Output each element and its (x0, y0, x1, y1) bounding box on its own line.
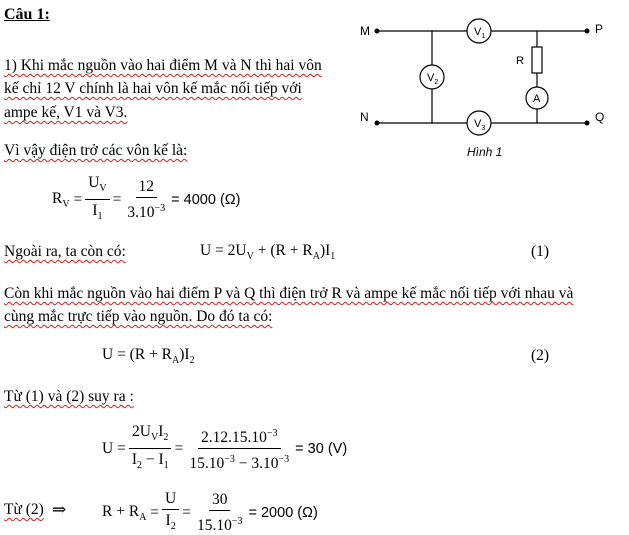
paragraph-1-line-3: ampe kế, V1 và V3. (4, 104, 128, 121)
implies-arrow: ⇒ (52, 500, 67, 519)
eq-u-fraction-2: $\frac{2.12.15.10^{-3}}{15.10^{-3} - 3.10^{-3}}$ (186, 425, 292, 472)
eq-u-result: = 30 (V) (295, 440, 348, 457)
eq-rv-lhs: $R_V$ (52, 189, 70, 210)
equation-rv: $R_V$ = $\frac{U_V}{I_1}$ = $\frac{12}{3.10^{-3}}$ = 4000 (Ω) (52, 174, 240, 225)
circuit-diagram (355, 15, 615, 170)
paragraph-1-line-1: 1) Khi mắc nguồn vào hai điểm M và N thì hai vôn (4, 57, 322, 74)
v1-label: $V_1$ (474, 26, 486, 40)
question-title: Câu 1: (4, 6, 50, 23)
eq-r-fraction-2: $\frac{30}{15.10^{-3}}$ (196, 490, 243, 535)
paragraph-5: Từ (1) và (2) suy ra : (4, 388, 134, 405)
paragraph-1-line-2: kế chỉ 12 V chính là hai vôn kế mắc nối tiếp với (4, 80, 302, 97)
eq-r-result: = 2000 (Ω) (248, 504, 318, 521)
terminal-m-dot (375, 29, 380, 34)
v2-label: $V_2$ (427, 72, 439, 86)
paragraph-4-line-2: cùng mắc trực tiếp vào nguồn. Do đó ta có: (4, 308, 273, 325)
paragraph-3-label: Ngoài ra, ta còn có: (4, 243, 126, 260)
ammeter-label: A (533, 93, 541, 105)
eq-r-prefix: Từ (2) (4, 501, 44, 518)
terminal-q-dot (585, 121, 590, 126)
v3-label: $V_3$ (474, 118, 486, 132)
figure-caption: Hình 1 (467, 145, 503, 159)
eq-r-fraction-1: $\frac{U}{I_2}$ (162, 490, 179, 535)
terminal-n-label: N (360, 110, 369, 124)
resistor-label: R (516, 55, 524, 67)
equation-2-number: (2) (531, 347, 550, 364)
paragraph-4-line-1: Còn khi mắc nguồn vào hai điểm P và Q thì điện trở R và ampe kế mắc nối tiếp với nhau và (4, 285, 574, 302)
eq-rv-fraction-2: $\frac{12}{3.10^{-3}}$ (127, 178, 166, 222)
equation-r: $R + R_A$ = $\frac{U}{I_2}$ = $\frac{30}{15.10^{-3}}$ = 2000 (Ω) (102, 490, 318, 535)
paragraph-2: Vì vậy điện trở các vôn kế là: (4, 142, 188, 159)
equation-u: U = $\frac{2U_VI_2}{I_2 - I_1}$ = $\frac{2.12.15.10^{-3}}{15.10^{-3} - 3.10^{-3}}$ = 30 (V) (102, 423, 348, 473)
terminal-p-dot (585, 29, 590, 34)
terminal-n-dot (375, 121, 380, 126)
equation-1-number: (1) (531, 243, 550, 260)
terminal-p-label: P (595, 22, 604, 36)
resistor-icon (532, 47, 542, 73)
equation-1: $U = 2U_V + (R + R_A)I_1$ (200, 242, 336, 263)
equation-2: $U = (R + R_A)I_2$ (102, 346, 195, 367)
eq-rv-fraction-1: $\frac{U_V}{I_1}$ (85, 174, 109, 225)
terminal-m-label: M (360, 24, 370, 38)
eq-u-fraction-1: $\frac{2U_VI_2}{I_2 - I_1}$ (129, 423, 172, 474)
eq-rv-result: = 4000 (Ω) (171, 191, 241, 208)
terminal-q-label: Q (595, 110, 605, 124)
